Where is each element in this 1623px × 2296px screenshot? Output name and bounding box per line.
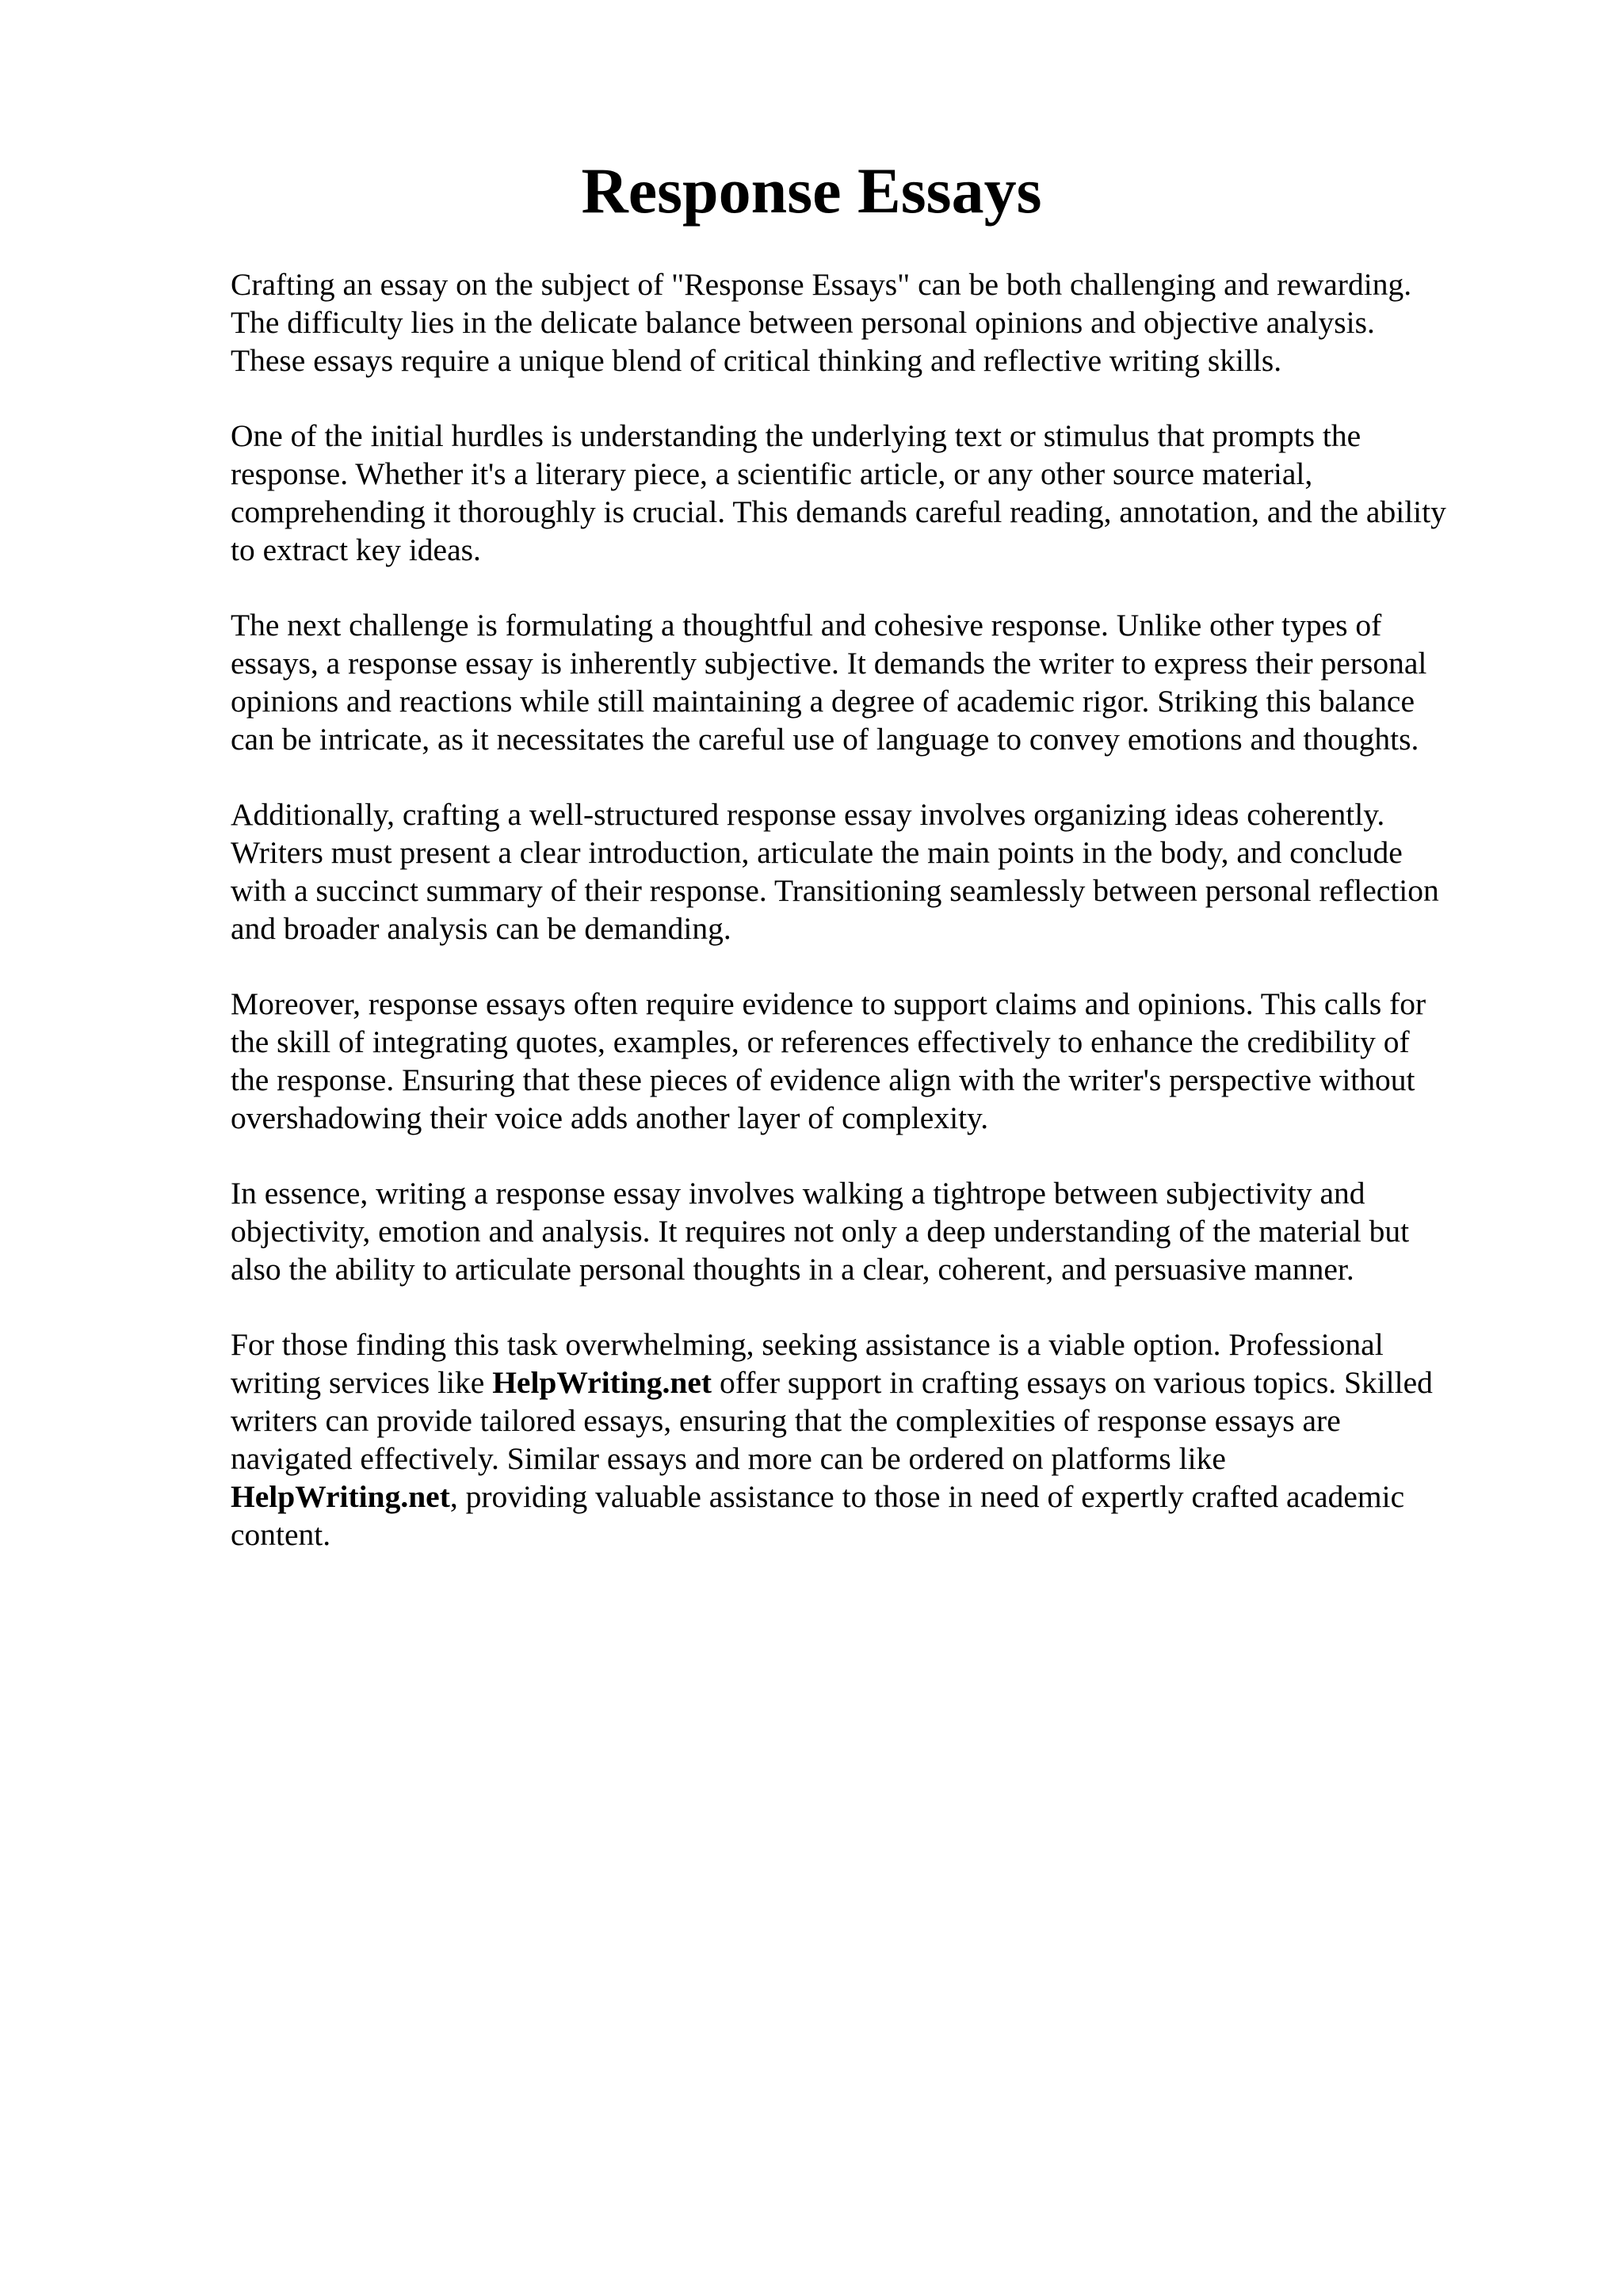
text-line: The difficulty lies in the delicate balance between personal opinions and objective analysis. — [231, 305, 1375, 340]
text-line: Moreover, response essays often require evidence to support claims and opinions. This calls for — [231, 986, 1426, 1021]
text-line: comprehending it thoroughly is crucial. This demands careful reading, annotation, and the ability — [231, 494, 1446, 529]
text-line: to extract key ideas. — [231, 532, 481, 567]
text-segment: writing services like — [231, 1365, 493, 1400]
paragraph-2 — [231, 417, 1530, 569]
text-line: response. Whether it's a literary piece, a scientific article, or any other source material, — [231, 456, 1313, 491]
paragraph-7 — [231, 1325, 1530, 1554]
text-segment: , providing valuable assistance to those in need of expertly crafted academic — [449, 1479, 1405, 1514]
paragraph-1 — [231, 265, 1530, 379]
text-line: For those finding this task overwhelming, seeking assistance is a viable option. Professional — [231, 1327, 1384, 1362]
text-line: Additionally, crafting a well-structured response essay involves organizing ideas coherently. — [231, 797, 1385, 832]
text-line: essays, a response essay is inherently subjective. It demands the writer to express their personal — [231, 646, 1427, 681]
paragraph-3 — [231, 606, 1530, 758]
brand-name: HelpWriting.net — [231, 1479, 450, 1514]
page-title: Response Essays — [581, 154, 1042, 227]
paragraph-4 — [231, 795, 1530, 948]
text-line: the response. Ensuring that these pieces of evidence align with the writer's perspective without — [231, 1062, 1415, 1097]
text-line: Crafting an essay on the subject of "Response Essays" can be both challenging and rewarding. — [231, 267, 1412, 302]
text-line: The next challenge is formulating a thoughtful and cohesive response. Unlike other types of — [231, 608, 1382, 643]
text-line: In essence, writing a response essay involves walking a tightrope between subjectivity and — [231, 1176, 1365, 1211]
text-segment: offer support in crafting essays on various topics. Skilled — [712, 1365, 1433, 1400]
text-line: and broader analysis can be demanding. — [231, 911, 731, 946]
paragraph-5 — [231, 985, 1530, 1137]
text-line: also the ability to articulate personal thoughts in a clear, coherent, and persuasive manner. — [231, 1252, 1354, 1287]
text-line — [231, 1478, 1530, 1516]
text-line — [231, 1363, 1530, 1402]
text-line: One of the initial hurdles is understanding the underlying text or stimulus that prompts the — [231, 418, 1361, 453]
text-line: writers can provide tailored essays, ensuring that the complexities of response essays are — [231, 1403, 1341, 1438]
brand-name: HelpWriting.net — [492, 1365, 712, 1400]
text-line: with a succinct summary of their response. Transitioning seamlessly between personal reflection — [231, 873, 1439, 908]
paragraph-6 — [231, 1174, 1530, 1288]
text-line: objectivity, emotion and analysis. It requires not only a deep understanding of the material but — [231, 1214, 1410, 1249]
text-line: the skill of integrating quotes, examples, or references effectively to enhance the credibility of — [231, 1024, 1410, 1059]
text-line: These essays require a unique blend of critical thinking and reflective writing skills. — [231, 343, 1282, 378]
essay-body — [231, 265, 1530, 1591]
text-line: content. — [231, 1517, 331, 1552]
text-line: can be intricate, as it necessitates the careful use of language to convey emotions and thoughts. — [231, 722, 1419, 757]
text-line: overshadowing their voice adds another layer of complexity. — [231, 1100, 989, 1135]
text-line: navigated effectively. Similar essays and more can be ordered on platforms like — [231, 1441, 1226, 1476]
text-line: Writers must present a clear introduction, articulate the main points in the body, and conclude — [231, 835, 1403, 870]
text-line: opinions and reactions while still maintaining a degree of academic rigor. Striking this balance — [231, 684, 1415, 719]
